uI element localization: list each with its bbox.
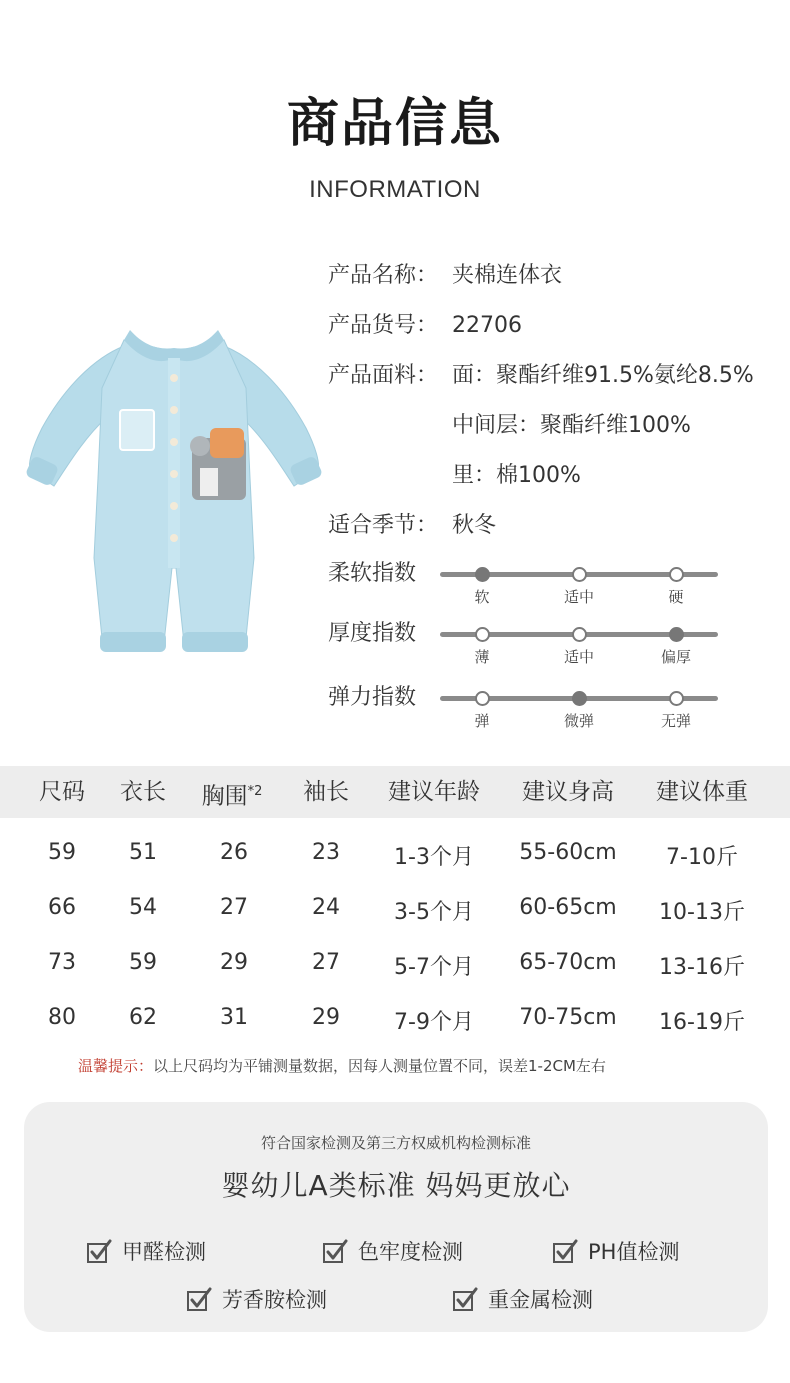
page-title-text: 商品信息 — [286, 94, 503, 154]
table-cell: 24 — [312, 895, 340, 920]
scale-option-label: 软 — [474, 588, 490, 606]
scale-dot — [475, 691, 490, 706]
cert-item — [552, 1236, 679, 1266]
table-cell: 29 — [312, 1005, 340, 1030]
certification-panel — [24, 1102, 768, 1332]
scale-label: 柔软指数 — [328, 561, 417, 586]
table-cell: 7-10斤 — [666, 845, 738, 870]
scale-option-label: 硬 — [668, 588, 684, 606]
info-code-value: 22706 — [452, 313, 522, 338]
scale-option-label: 适中 — [563, 648, 594, 666]
size-table-header — [0, 766, 790, 818]
table-cell: 31 — [220, 1005, 248, 1030]
check-icon — [186, 1286, 212, 1312]
cert-item-label: 色牢度检测 — [358, 1240, 463, 1264]
table-cell: 73 — [48, 950, 76, 975]
table-cell: 55-60cm — [519, 840, 617, 865]
info-code-row — [328, 311, 522, 341]
header-age: 建议年龄 — [388, 779, 480, 805]
cert-item — [452, 1284, 593, 1314]
table-cell: 66 — [48, 895, 76, 920]
info-name-row — [328, 261, 562, 291]
cert-subtitle: 符合国家检测及第三方权威机构检测标准 — [260, 1134, 531, 1152]
note-text: 以上尺码均为平铺测量数据，因每人测量位置不同，误差1-2CM左右 — [153, 1057, 606, 1075]
table-cell: 26 — [220, 840, 248, 865]
info-fabric-outer: 面：聚酯纤维91.5%氨纶8.5% — [452, 363, 754, 388]
baby-romper-image — [24, 318, 324, 663]
table-cell: 16-19斤 — [659, 1010, 745, 1035]
header-chest-suffix: *2 — [247, 784, 263, 799]
scale-option-label: 偏厚 — [660, 648, 691, 666]
table-cell: 65-70cm — [519, 950, 617, 975]
info-fabric-row — [328, 361, 754, 391]
scale-option-label: 适中 — [563, 588, 594, 606]
table-cell: 60-65cm — [519, 895, 617, 920]
table-cell: 80 — [48, 1005, 76, 1030]
info-name-value: 夹棉连体衣 — [452, 263, 563, 288]
table-cell: 70-75cm — [519, 1005, 617, 1030]
header-sleeve: 袖长 — [303, 779, 349, 805]
info-season-row — [328, 511, 496, 541]
cert-item-label: PH值检测 — [588, 1240, 680, 1264]
info-fabric-label: 产品面料： — [328, 363, 439, 388]
check-icon — [552, 1238, 578, 1264]
table-cell: 27 — [220, 895, 248, 920]
scale-dot — [572, 567, 587, 582]
table-cell: 54 — [129, 895, 157, 920]
header-chest-label: 胸围 — [201, 783, 248, 810]
check-icon — [452, 1286, 478, 1312]
scale-dot-selected — [475, 567, 490, 582]
cert-item-label: 芳香胺检测 — [222, 1288, 327, 1312]
scale-option-label: 微弹 — [563, 712, 594, 730]
title-wrap — [0, 92, 790, 156]
cert-item-label: 重金属检测 — [488, 1288, 593, 1312]
scale-dot-selected — [669, 627, 684, 642]
table-cell: 7-9个月 — [394, 1010, 474, 1035]
table-cell: 59 — [129, 950, 157, 975]
table-cell: 3-5个月 — [394, 900, 474, 925]
table-cell: 5-7个月 — [394, 955, 474, 980]
scale-option-label: 无弹 — [660, 712, 691, 730]
table-cell: 29 — [220, 950, 248, 975]
info-season-label: 适合季节： — [328, 513, 439, 538]
scale-dot — [669, 567, 684, 582]
cert-item-label: 甲醛检测 — [122, 1240, 206, 1264]
table-cell: 27 — [312, 950, 340, 975]
scale-label: 弹力指数 — [328, 685, 417, 710]
cert-title: 婴幼儿A类标准 妈妈更放心 — [221, 1169, 571, 1202]
scale-label: 厚度指数 — [328, 621, 417, 646]
cert-item — [322, 1236, 463, 1266]
header-chest — [202, 766, 263, 818]
check-icon — [86, 1238, 112, 1264]
page-title — [287, 92, 503, 156]
table-cell: 13-16斤 — [659, 955, 745, 980]
table-cell: 62 — [129, 1005, 157, 1030]
info-name-label: 产品名称： — [328, 263, 439, 288]
header-height: 建议身高 — [522, 779, 614, 805]
scale-option-label: 弹 — [474, 712, 490, 730]
header-weight: 建议体重 — [656, 779, 748, 805]
cert-item — [86, 1236, 206, 1266]
page-subtitle: INFORMATION — [309, 176, 481, 203]
info-fabric-middle: 中间层：聚酯纤维100% — [452, 413, 691, 438]
header-size: 尺码 — [39, 779, 85, 805]
info-fabric-inner: 里：棉100% — [452, 463, 581, 488]
scale-option-label: 薄 — [474, 648, 490, 666]
table-cell: 51 — [129, 840, 157, 865]
info-code-label: 产品货号： — [328, 313, 439, 338]
check-icon — [322, 1238, 348, 1264]
scale-dot — [475, 627, 490, 642]
header-length: 衣长 — [120, 779, 166, 805]
table-cell: 59 — [48, 840, 76, 865]
info-season-value: 秋冬 — [452, 513, 497, 538]
cert-item — [186, 1284, 327, 1314]
table-cell: 23 — [312, 840, 340, 865]
scale-dot-selected — [572, 691, 587, 706]
table-cell: 10-13斤 — [659, 900, 745, 925]
scale-dot — [669, 691, 684, 706]
size-note — [78, 1055, 606, 1076]
scale-dot — [572, 627, 587, 642]
note-warn-label: 温馨提示： — [78, 1057, 154, 1075]
table-cell: 1-3个月 — [394, 845, 474, 870]
